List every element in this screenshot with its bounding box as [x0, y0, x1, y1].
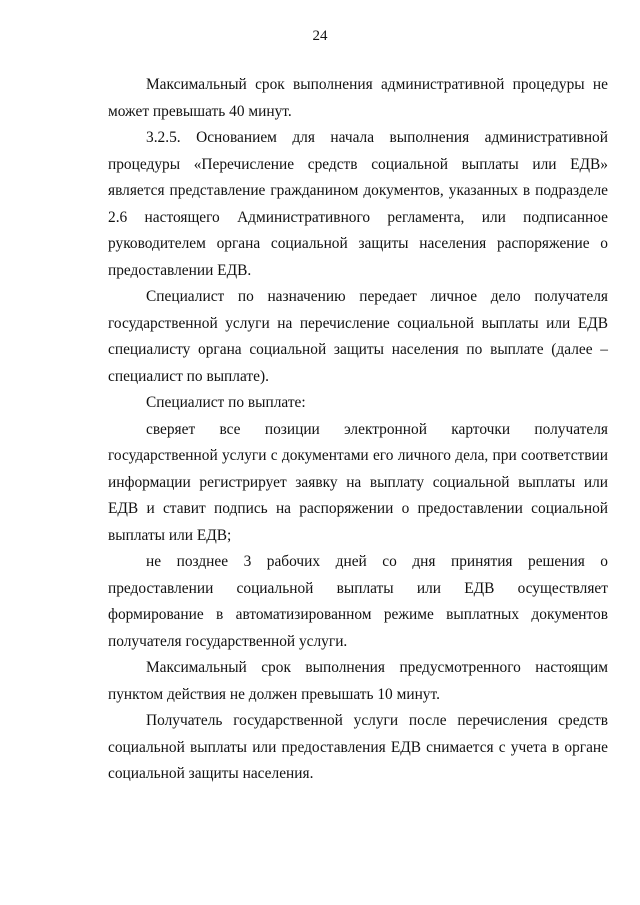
paragraph-max-time-40: Максимальный срок выполнения административной процедуры не может превышать 40 минут. — [108, 76, 608, 120]
page-number: 24 — [312, 28, 328, 44]
document-body — [108, 72, 608, 788]
paragraph-3-2-5: 3.2.5. Основанием для начала выполнения административной процедуры «Перечисление средств социальной выплаты или ЕДВ» является представление гражданином документов, указанных в подразделе 2.6 настоящего Административного регламента, или подписанное руководителем органа социальной защиты населения распоряжение о предоставлении ЕДВ. — [108, 129, 608, 279]
paragraph-assignment-specialist: Специалист по назначению передает личное дело получателя государственной услуги на перечисление социальной выплаты или ЕДВ специалисту органа социальной защиты населения по выплате (далее – специалист по выплате). — [108, 288, 608, 385]
paragraph-removed-from-register: Получатель государственной услуги после перечисления средств социальной выплаты или предоставления ЕДВ снимается с учета в органе социальной защиты населения. — [108, 712, 608, 782]
paragraph-max-time-10: Максимальный срок выполнения предусмотренного настоящим пунктом действия не должен превышать 10 минут. — [108, 659, 608, 703]
paragraph-verifies-card: сверяет все позиции электронной карточки получателя государственной услуги с документами его личного дела, при соответствии информации регистрирует заявку на выплату социальной выплаты или ЕДВ и ставит подпись на распоряжении о предоставлении социальной выплаты или ЕДВ; — [108, 420, 608, 544]
paragraph-forms-payment-documents: не позднее 3 рабочих дней со дня принятия решения о предоставлении социальной выплаты или ЕДВ осуществляет формирование в автоматизированном режиме выплатных документов получателя государственной услуги. — [108, 553, 608, 650]
paragraph-payment-specialist-heading: Специалист по выплате: — [146, 394, 306, 411]
